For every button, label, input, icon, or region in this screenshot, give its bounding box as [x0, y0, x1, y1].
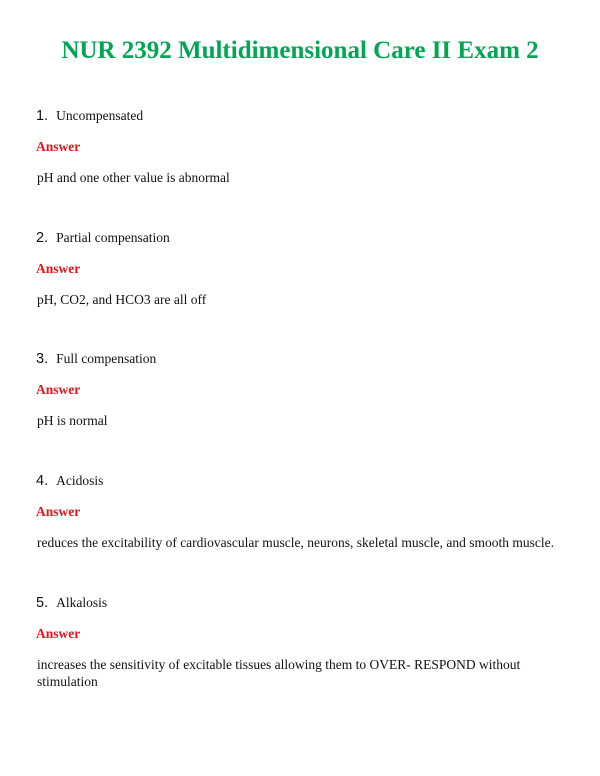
answer-label: Answer — [36, 139, 81, 154]
question-row — [36, 106, 576, 126]
question-text: Partial compensation — [56, 230, 170, 245]
question-number-dot: . — [44, 595, 49, 611]
question-number: 1 — [36, 108, 45, 124]
question-number-dot: . — [44, 230, 49, 246]
question-text: Acidosis — [56, 473, 104, 488]
answer-label: Answer — [36, 504, 81, 519]
question-item-1 — [36, 106, 576, 186]
question-text: Full compensation — [56, 351, 157, 366]
question-number: 4 — [36, 473, 45, 489]
question-row — [36, 349, 576, 369]
question-text: Alkalosis — [56, 595, 108, 610]
question-number-dot: . — [44, 473, 49, 489]
question-number: 3 — [36, 351, 45, 367]
question-number-dot: . — [44, 108, 49, 124]
question-item-5 — [36, 593, 576, 690]
answer-text: increases the sensitivity of excitable tissues allowing them to OVER- RESPOND without stimulation — [37, 657, 521, 689]
question-row — [36, 593, 576, 613]
answer-label: Answer — [36, 261, 81, 276]
answer-text: reduces the excitability of cardiovascular muscle, neurons, skeletal muscle, and smooth muscle. — [37, 535, 554, 550]
question-text: Uncompensated — [56, 108, 144, 123]
question-row — [36, 471, 576, 491]
question-item-3 — [36, 349, 576, 429]
question-item-4 — [36, 471, 576, 551]
document-title: NUR 2392 Multidimensional Care II Exam 2 — [61, 37, 539, 64]
answer-text: pH and one other value is abnormal — [37, 170, 230, 185]
answer-label: Answer — [36, 382, 81, 397]
answer-text: pH is normal — [37, 413, 108, 428]
answer-text: pH, CO2, and HCO3 are all off — [37, 292, 207, 307]
answer-label: Answer — [36, 626, 81, 641]
question-number: 5 — [36, 595, 45, 611]
question-number-dot: . — [44, 351, 49, 367]
question-number: 2 — [36, 230, 45, 246]
question-item-2 — [36, 228, 576, 308]
question-row — [36, 228, 576, 248]
